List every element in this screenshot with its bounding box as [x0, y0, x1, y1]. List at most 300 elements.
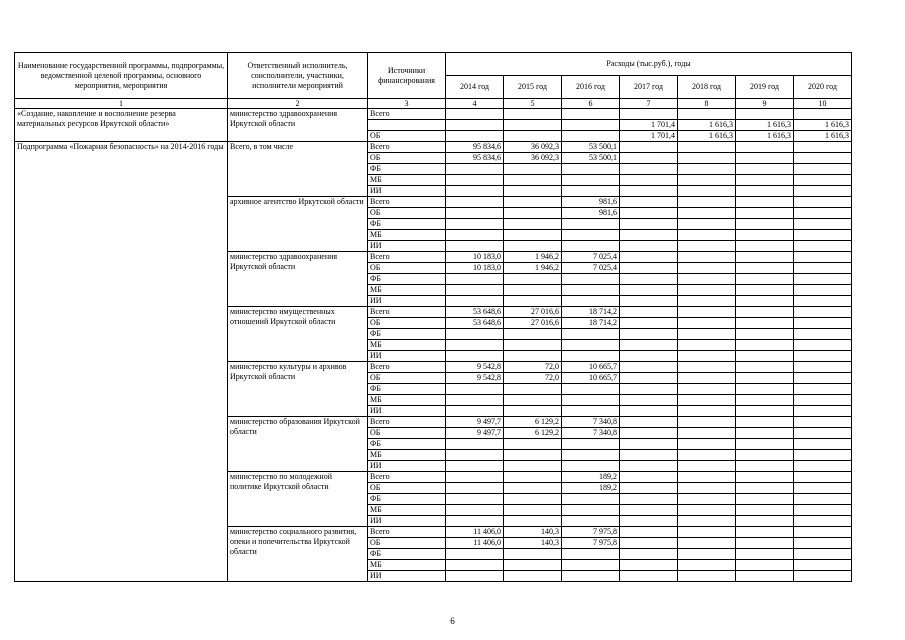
executor-cell: министерство культуры и архивов Иркутской области	[228, 362, 368, 417]
amount-cell	[562, 241, 620, 252]
amount-cell	[678, 230, 736, 241]
amount-cell	[678, 362, 736, 373]
funding-source-cell: ФБ	[368, 164, 446, 175]
amount-cell	[736, 417, 794, 428]
executor-cell: министерство социального развития, опеки и попечительства Иркутской области	[228, 527, 368, 582]
funding-source-cell: МБ	[368, 395, 446, 406]
amount-cell	[794, 230, 852, 241]
amount-cell	[736, 307, 794, 318]
amount-cell	[620, 362, 678, 373]
amount-cell	[504, 274, 562, 285]
executor-cell: министерство имущественных отношений Иркутской области	[228, 307, 368, 362]
amount-cell	[678, 406, 736, 417]
amount-cell	[562, 120, 620, 131]
executor-cell: министерство здравоохранения Иркутской области	[228, 252, 368, 307]
amount-cell	[678, 417, 736, 428]
amount-cell	[736, 560, 794, 571]
amount-cell	[446, 505, 504, 516]
amount-cell	[736, 340, 794, 351]
amount-cell: 9 542,8	[446, 373, 504, 384]
amount-cell	[678, 153, 736, 164]
amount-cell	[736, 274, 794, 285]
table-body	[15, 109, 852, 582]
amount-cell	[620, 571, 678, 582]
amount-cell	[794, 483, 852, 494]
amount-cell	[794, 560, 852, 571]
amount-cell	[446, 406, 504, 417]
amount-cell	[620, 516, 678, 527]
amount-cell	[562, 549, 620, 560]
amount-cell: 95 834,6	[446, 142, 504, 153]
amount-cell	[678, 527, 736, 538]
amount-cell	[678, 560, 736, 571]
amount-cell	[794, 164, 852, 175]
amount-cell	[794, 241, 852, 252]
amount-cell	[794, 450, 852, 461]
amount-cell: 18 714,2	[562, 307, 620, 318]
amount-cell	[562, 109, 620, 120]
amount-cell	[504, 208, 562, 219]
amount-cell	[736, 230, 794, 241]
amount-cell: 140,3	[504, 538, 562, 549]
amount-cell	[678, 175, 736, 186]
amount-cell	[794, 406, 852, 417]
header-expenses: Расходы (тыс.руб.), годы	[446, 53, 852, 76]
amount-cell	[620, 252, 678, 263]
amount-cell	[562, 351, 620, 362]
amount-cell	[620, 285, 678, 296]
amount-cell	[620, 373, 678, 384]
amount-cell: 7 340,8	[562, 417, 620, 428]
header-year: 2015 год	[504, 76, 562, 99]
amount-cell	[736, 219, 794, 230]
amount-cell	[504, 560, 562, 571]
amount-cell	[736, 362, 794, 373]
funding-source-cell: МБ	[368, 230, 446, 241]
amount-cell	[678, 351, 736, 362]
amount-cell	[678, 505, 736, 516]
amount-cell: 140,3	[504, 527, 562, 538]
amount-cell	[446, 329, 504, 340]
amount-cell	[794, 219, 852, 230]
amount-cell	[446, 241, 504, 252]
amount-cell	[736, 494, 794, 505]
amount-cell: 189,2	[562, 483, 620, 494]
funding-source-cell: Всего	[368, 252, 446, 263]
amount-cell: 11 406,0	[446, 538, 504, 549]
amount-cell: 981,6	[562, 208, 620, 219]
amount-cell	[736, 428, 794, 439]
amount-cell	[794, 516, 852, 527]
amount-cell	[620, 164, 678, 175]
executor-cell: министерство образования Иркутской области	[228, 417, 368, 472]
amount-cell	[794, 527, 852, 538]
amount-cell: 1 946,2	[504, 252, 562, 263]
amount-cell: 72,0	[504, 362, 562, 373]
amount-cell	[678, 395, 736, 406]
amount-cell: 1 701,4	[620, 120, 678, 131]
amount-cell	[678, 549, 736, 560]
amount-cell	[736, 296, 794, 307]
amount-cell	[504, 175, 562, 186]
amount-cell	[794, 274, 852, 285]
funding-source-cell: ОБ	[368, 373, 446, 384]
amount-cell: 95 834,6	[446, 153, 504, 164]
amount-cell	[794, 208, 852, 219]
funding-source-cell: ФБ	[368, 384, 446, 395]
amount-cell: 36 092,3	[504, 153, 562, 164]
header-year: 2016 год	[562, 76, 620, 99]
amount-cell	[794, 263, 852, 274]
amount-cell	[562, 505, 620, 516]
amount-cell: 1 701,4	[620, 131, 678, 142]
amount-cell	[562, 439, 620, 450]
amount-cell	[562, 296, 620, 307]
amount-cell	[794, 362, 852, 373]
funding-source-cell: ОБ	[368, 263, 446, 274]
amount-cell	[620, 450, 678, 461]
amount-cell	[794, 538, 852, 549]
amount-cell	[504, 131, 562, 142]
amount-cell	[562, 450, 620, 461]
funding-source-cell: ФБ	[368, 494, 446, 505]
amount-cell	[446, 439, 504, 450]
amount-cell	[736, 549, 794, 560]
amount-cell	[620, 230, 678, 241]
amount-cell	[678, 263, 736, 274]
amount-cell	[794, 329, 852, 340]
amount-cell	[504, 384, 562, 395]
amount-cell	[446, 483, 504, 494]
amount-cell	[562, 164, 620, 175]
amount-cell	[736, 142, 794, 153]
amount-cell	[620, 406, 678, 417]
amount-cell	[620, 439, 678, 450]
amount-cell	[794, 417, 852, 428]
amount-cell	[504, 450, 562, 461]
amount-cell: 53 648,6	[446, 318, 504, 329]
amount-cell	[562, 516, 620, 527]
amount-cell: 7 975,8	[562, 527, 620, 538]
amount-cell: 27 016,6	[504, 307, 562, 318]
amount-cell	[794, 351, 852, 362]
column-number: 3	[368, 99, 446, 109]
amount-cell	[446, 131, 504, 142]
amount-cell: 1 946,2	[504, 263, 562, 274]
amount-cell	[620, 417, 678, 428]
amount-cell	[504, 472, 562, 483]
amount-cell: 18 714,2	[562, 318, 620, 329]
amount-cell	[736, 197, 794, 208]
amount-cell	[794, 285, 852, 296]
amount-cell	[678, 318, 736, 329]
amount-cell	[504, 549, 562, 560]
funding-source-cell: ИИ	[368, 186, 446, 197]
amount-cell	[736, 153, 794, 164]
amount-cell	[678, 450, 736, 461]
amount-cell	[446, 472, 504, 483]
funding-source-cell: ОБ	[368, 483, 446, 494]
amount-cell: 981,6	[562, 197, 620, 208]
amount-cell	[446, 219, 504, 230]
amount-cell: 10 665,7	[562, 362, 620, 373]
amount-cell: 1 616,3	[736, 120, 794, 131]
amount-cell	[446, 516, 504, 527]
amount-cell: 7 340,8	[562, 428, 620, 439]
funding-source-cell: Всего	[368, 197, 446, 208]
funding-source-cell: Всего	[368, 417, 446, 428]
amount-cell: 10 665,7	[562, 373, 620, 384]
amount-cell	[794, 505, 852, 516]
amount-cell	[562, 285, 620, 296]
funding-source-cell: ОБ	[368, 538, 446, 549]
amount-cell	[794, 175, 852, 186]
amount-cell: 1 616,3	[678, 131, 736, 142]
amount-cell	[794, 340, 852, 351]
amount-cell	[504, 186, 562, 197]
funding-source-cell: МБ	[368, 560, 446, 571]
funding-source-cell: МБ	[368, 505, 446, 516]
amount-cell: 10 183,0	[446, 252, 504, 263]
amount-cell	[678, 483, 736, 494]
amount-cell	[446, 274, 504, 285]
amount-cell	[736, 516, 794, 527]
amount-cell	[504, 285, 562, 296]
amount-cell: 7 025,4	[562, 263, 620, 274]
amount-cell	[504, 461, 562, 472]
amount-cell	[504, 351, 562, 362]
amount-cell	[736, 351, 794, 362]
executor-cell: архивное агентство Иркутской области	[228, 197, 368, 252]
funding-source-cell: МБ	[368, 340, 446, 351]
amount-cell	[794, 318, 852, 329]
amount-cell	[446, 340, 504, 351]
amount-cell: 9 497,7	[446, 417, 504, 428]
amount-cell	[446, 296, 504, 307]
amount-cell	[794, 428, 852, 439]
amount-cell: 1 616,3	[678, 120, 736, 131]
column-number: 7	[620, 99, 678, 109]
amount-cell	[562, 384, 620, 395]
amount-cell	[678, 208, 736, 219]
amount-cell	[678, 472, 736, 483]
column-number: 9	[736, 99, 794, 109]
amount-cell	[504, 439, 562, 450]
amount-cell	[620, 175, 678, 186]
header-year: 2014 год	[446, 76, 504, 99]
amount-cell	[504, 219, 562, 230]
amount-cell	[562, 406, 620, 417]
funding-source-cell: МБ	[368, 450, 446, 461]
amount-cell	[562, 274, 620, 285]
page-number: 6	[450, 616, 455, 626]
amount-cell	[620, 329, 678, 340]
amount-cell	[620, 560, 678, 571]
amount-cell	[794, 109, 852, 120]
amount-cell: 36 092,3	[504, 142, 562, 153]
amount-cell	[736, 395, 794, 406]
amount-cell	[736, 450, 794, 461]
amount-cell	[446, 494, 504, 505]
funding-source-cell: ОБ	[368, 208, 446, 219]
amount-cell	[678, 329, 736, 340]
amount-cell	[794, 373, 852, 384]
amount-cell	[620, 109, 678, 120]
amount-cell	[446, 230, 504, 241]
amount-cell	[504, 230, 562, 241]
amount-cell	[562, 340, 620, 351]
funding-source-cell: ФБ	[368, 329, 446, 340]
amount-cell: 189,2	[562, 472, 620, 483]
amount-cell	[504, 483, 562, 494]
amount-cell	[562, 571, 620, 582]
amount-cell	[620, 318, 678, 329]
amount-cell	[736, 252, 794, 263]
amount-cell	[794, 296, 852, 307]
amount-cell: 53 500,1	[562, 153, 620, 164]
table-row	[15, 142, 852, 153]
amount-cell	[504, 241, 562, 252]
amount-cell	[736, 505, 794, 516]
amount-cell	[504, 516, 562, 527]
amount-cell	[620, 274, 678, 285]
amount-cell: 9 542,8	[446, 362, 504, 373]
program-name-cell: «Создание, накопление и восполнение резерва материальных ресурсов Иркутской области»	[15, 109, 228, 142]
amount-cell	[678, 285, 736, 296]
amount-cell	[446, 197, 504, 208]
amount-cell	[678, 494, 736, 505]
funding-source-cell: Всего	[368, 307, 446, 318]
amount-cell	[504, 571, 562, 582]
amount-cell	[446, 384, 504, 395]
program-name-cell: Подпрограмма «Пожарная безопасность» на 2014-2016 годы	[15, 142, 228, 582]
amount-cell	[678, 538, 736, 549]
amount-cell: 1 616,3	[794, 131, 852, 142]
amount-cell	[678, 439, 736, 450]
amount-cell	[504, 296, 562, 307]
amount-cell	[794, 549, 852, 560]
amount-cell: 10 183,0	[446, 263, 504, 274]
amount-cell	[504, 406, 562, 417]
amount-cell	[678, 340, 736, 351]
executor-cell: министерство здравоохранения Иркутской области	[228, 109, 368, 142]
amount-cell	[794, 439, 852, 450]
amount-cell	[620, 428, 678, 439]
amount-cell	[446, 571, 504, 582]
amount-cell	[620, 461, 678, 472]
funding-source-cell: МБ	[368, 285, 446, 296]
column-number: 1	[15, 99, 228, 109]
amount-cell	[620, 197, 678, 208]
amount-cell: 7 025,4	[562, 252, 620, 263]
amount-cell	[678, 373, 736, 384]
amount-cell	[794, 472, 852, 483]
amount-cell	[620, 307, 678, 318]
amount-cell	[446, 450, 504, 461]
amount-cell	[678, 252, 736, 263]
amount-cell	[446, 285, 504, 296]
header-year: 2018 год	[678, 76, 736, 99]
funding-source-cell: ИИ	[368, 296, 446, 307]
funding-source-cell: Всего	[368, 142, 446, 153]
funding-source-cell: ОБ	[368, 428, 446, 439]
amount-cell	[678, 296, 736, 307]
amount-cell: 6 129,2	[504, 428, 562, 439]
amount-cell	[446, 175, 504, 186]
amount-cell	[794, 384, 852, 395]
amount-cell	[736, 263, 794, 274]
amount-cell	[736, 186, 794, 197]
amount-cell	[736, 527, 794, 538]
amount-cell	[562, 494, 620, 505]
amount-cell	[794, 571, 852, 582]
funding-source-cell: ИИ	[368, 241, 446, 252]
table-row	[15, 109, 852, 120]
amount-cell	[678, 241, 736, 252]
amount-cell	[794, 186, 852, 197]
amount-cell	[736, 175, 794, 186]
amount-cell	[446, 395, 504, 406]
amount-cell	[736, 461, 794, 472]
amount-cell	[678, 142, 736, 153]
amount-cell	[504, 329, 562, 340]
amount-cell	[446, 208, 504, 219]
amount-cell	[678, 307, 736, 318]
amount-cell	[620, 395, 678, 406]
amount-cell	[620, 241, 678, 252]
amount-cell	[504, 395, 562, 406]
amount-cell	[562, 329, 620, 340]
amount-cell	[678, 571, 736, 582]
amount-cell	[736, 406, 794, 417]
amount-cell	[620, 208, 678, 219]
funding-source-cell: Всего	[368, 472, 446, 483]
header-year: 2020 год	[794, 76, 852, 99]
amount-cell	[736, 384, 794, 395]
funding-source-cell: ОБ	[368, 318, 446, 329]
amount-cell	[446, 351, 504, 362]
amount-cell	[678, 109, 736, 120]
amount-cell	[620, 219, 678, 230]
amount-cell	[736, 318, 794, 329]
amount-cell	[620, 538, 678, 549]
amount-cell	[504, 120, 562, 131]
amount-cell	[504, 164, 562, 175]
funding-source-cell: ФБ	[368, 219, 446, 230]
funding-source-cell: Всего	[368, 109, 446, 120]
amount-cell	[620, 494, 678, 505]
funding-source-cell: ИИ	[368, 406, 446, 417]
amount-cell	[620, 351, 678, 362]
amount-cell	[678, 428, 736, 439]
amount-cell: 7 975,8	[562, 538, 620, 549]
amount-cell	[620, 527, 678, 538]
amount-cell	[736, 373, 794, 384]
column-number: 8	[678, 99, 736, 109]
funding-source-cell: ФБ	[368, 274, 446, 285]
amount-cell	[504, 494, 562, 505]
amount-cell	[736, 472, 794, 483]
amount-cell: 6 129,2	[504, 417, 562, 428]
column-number: 10	[794, 99, 852, 109]
amount-cell	[736, 208, 794, 219]
funding-source-cell: Всего	[368, 362, 446, 373]
amount-cell	[794, 142, 852, 153]
header-executor-column: Ответственный исполнитель, соисполнители, участники, исполнители мероприятий	[228, 53, 368, 99]
amount-cell	[620, 263, 678, 274]
amount-cell	[678, 197, 736, 208]
amount-cell: 53 500,1	[562, 142, 620, 153]
